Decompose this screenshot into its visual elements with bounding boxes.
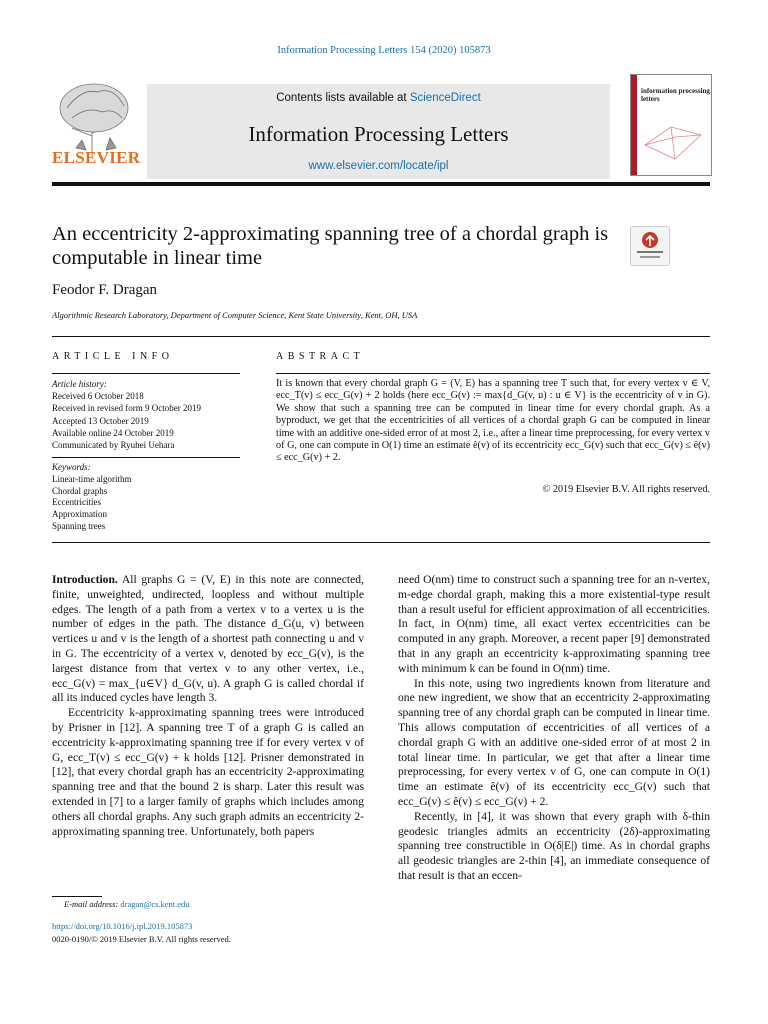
check-for-updates-badge[interactable] <box>630 226 670 266</box>
body-column-left <box>52 573 364 839</box>
keyword-item: Chordal graphs <box>52 485 108 496</box>
keywords <box>52 462 242 533</box>
article-history <box>52 378 242 451</box>
article-info-heading: ARTICLE INFO <box>52 351 174 362</box>
history-item: Received in revised form 9 October 2019 <box>52 403 201 414</box>
keyword-item: Approximation <box>52 509 107 520</box>
paragraph: Eccentricity k-approximating spanning trees were introduced by Prisner in [12]. A spanning tree T of a graph G is called an eccentricity k-approximating spanning tree if for every vertex v of G, ecc_T(v) ≤ ecc_G(v) + k holds [12]. Prisner demonstrated in [12], that every chordal graph has an eccentricity 2-approximating spanning tree and that the bound 2 is sharp. Later this result was extended in [7] to a larger family of graphs which includes among others all chordal graphs. Any such graph admits an eccentricity 2-approximating spanning tree. Unfortunately, both papers <box>52 706 364 838</box>
paragraph <box>52 573 364 706</box>
history-item: Received 6 October 2018 <box>52 391 144 402</box>
keyword-item: Eccentricities <box>52 497 101 508</box>
header-rule <box>52 182 710 186</box>
divider <box>276 373 710 374</box>
elsevier-logo[interactable] <box>52 78 141 178</box>
divider <box>52 373 240 374</box>
journal-title: Information Processing Letters <box>248 122 509 146</box>
check-updates-icon <box>631 227 669 265</box>
intro-heading: Introduction. <box>52 573 118 586</box>
journal-reference[interactable]: Information Processing Letters 154 (2020) 105873 <box>277 45 491 56</box>
body-column-right <box>398 573 710 884</box>
history-item: Communicated by Ryuhei Uehara <box>52 440 175 451</box>
issn-copyright: 0020-0190/© 2019 Elsevier B.V. All rights reserved. <box>52 934 231 944</box>
paragraph: need O(nm) time to construct such a spanning tree for an n-vertex, m-edge chordal graph, making this a more existential-type result than a result useful for efficient approximation of all eccentricities. In fact, in O(nm) time, all exact vertex eccentricities can be computed in any graph. Moreover, a recent paper [9] demonstrated that in any graph an eccentricity k-approximating spanning tree with minimum k can be found in O(nm) time. <box>398 573 710 675</box>
email-footnote <box>64 899 190 909</box>
email-link[interactable]: dragan@cs.kent.edu <box>120 899 190 909</box>
journal-url-link[interactable]: www.elsevier.com/locate/ipl <box>308 160 449 172</box>
divider <box>52 457 240 458</box>
cover-title: information processing letters <box>641 87 710 103</box>
keywords-label: Keywords: <box>52 462 91 472</box>
history-label: Article history: <box>52 379 107 389</box>
abstract-copyright: © 2019 Elsevier B.V. All rights reserved. <box>542 484 710 495</box>
divider <box>52 336 710 337</box>
journal-cover[interactable] <box>630 74 712 176</box>
paragraph: In this note, using two ingredients known from literature and one new ingredient, we show that an eccentricity 2-approximating spanning tree of any chordal graph can be computed in linear time. This allows computation of eccentricities of all vertices of a chordal graph G with an additive one-sided error of at most 2 in total linear time. In particular, we get that after a linear time preprocessing, for every vertex v of G, one can compute in O(1) time an estimate ê(v) of its eccentricity ecc_G(v) such that ecc_G(v) ≤ ê(v) ≤ ecc_G(v) + 2. <box>398 676 710 808</box>
affiliation: Algorithmic Research Laboratory, Department of Computer Science, Kent State University, Kent, OH, USA <box>52 310 418 320</box>
paragraph-text: All graphs G = (V, E) in this note are connected, finite, unweighted, undirected, loopless and without multiple edges. The length of a path from a vertex v to a vertex u is the number of edges in the path. The distance d_G(u, v) between vertices u and v is the length of a shortest path connecting u and v in G. The eccentricity of a vertex v, denoted by ecc_G(v), is the largest distance from that vertex v to any other vertex, i.e., ecc_G(v) = max_{u∈V} d_G(v, u). A graph G is called chordal if all its induced cycles have length 3. <box>52 573 364 705</box>
footnote-rule <box>52 896 102 897</box>
email-label: E-mail address: <box>64 899 121 909</box>
abstract-heading: ABSTRACT <box>276 351 365 362</box>
contents-prefix: Contents lists available at <box>276 92 410 104</box>
doi-link[interactable]: https://doi.org/10.1016/j.ipl.2019.105873 <box>52 921 193 931</box>
author-name[interactable]: Feodor F. Dragan <box>52 282 158 298</box>
keyword-item: Linear-time algorithm <box>52 473 132 484</box>
contents-line <box>147 92 610 104</box>
keyword-item: Spanning trees <box>52 520 106 531</box>
masthead <box>52 74 710 188</box>
paper-title: An eccentricity 2-approximating spanning tree of a chordal graph is computable in linear time <box>52 223 609 269</box>
elsevier-tree-icon <box>52 78 136 158</box>
abstract-text: It is known that every chordal graph G = (V, E) has a spanning tree T such that, for every vertex v ∈ V, ecc_T(v) ≤ ecc_G(v) + 2 holds (here ecc_G(v) := max{d_G(v, u) : u ∈ V} is the eccentricity of v in G). We show that such a spanning tree can be computed in linear time for every chordal graph. As a byproduct, we get that the eccentricities of all vertices of a chordal graph G can be computed in linear time with an additive one-sided error of at most 2, i.e., after a linear time preprocessing, for every vertex v of G, one can compute in O(1) time an estimate ê(v) of its eccentricity ecc_G(v) such that ecc_G(v) ≤ ê(v) ≤ ecc_G(v) + 2. <box>276 378 710 464</box>
paragraph: Recently, in [4], it was shown that every graph with δ-thin geodesic triangles admits an eccentricity (2δ)-approximating spanning tree constructible in O(δ|E|) time. As in chordal graphs all geodesic triangles are 2-thin [4], an immediate consequence of that result is that an eccen- <box>398 809 710 882</box>
sciencedirect-link[interactable]: ScienceDirect <box>409 92 481 104</box>
history-item: Available online 24 October 2019 <box>52 427 174 438</box>
history-item: Accepted 13 October 2019 <box>52 415 149 426</box>
cover-graphic <box>631 75 711 175</box>
divider <box>52 542 710 543</box>
publisher-wordmark: ELSEVIER <box>52 148 141 167</box>
journal-banner <box>147 84 610 179</box>
